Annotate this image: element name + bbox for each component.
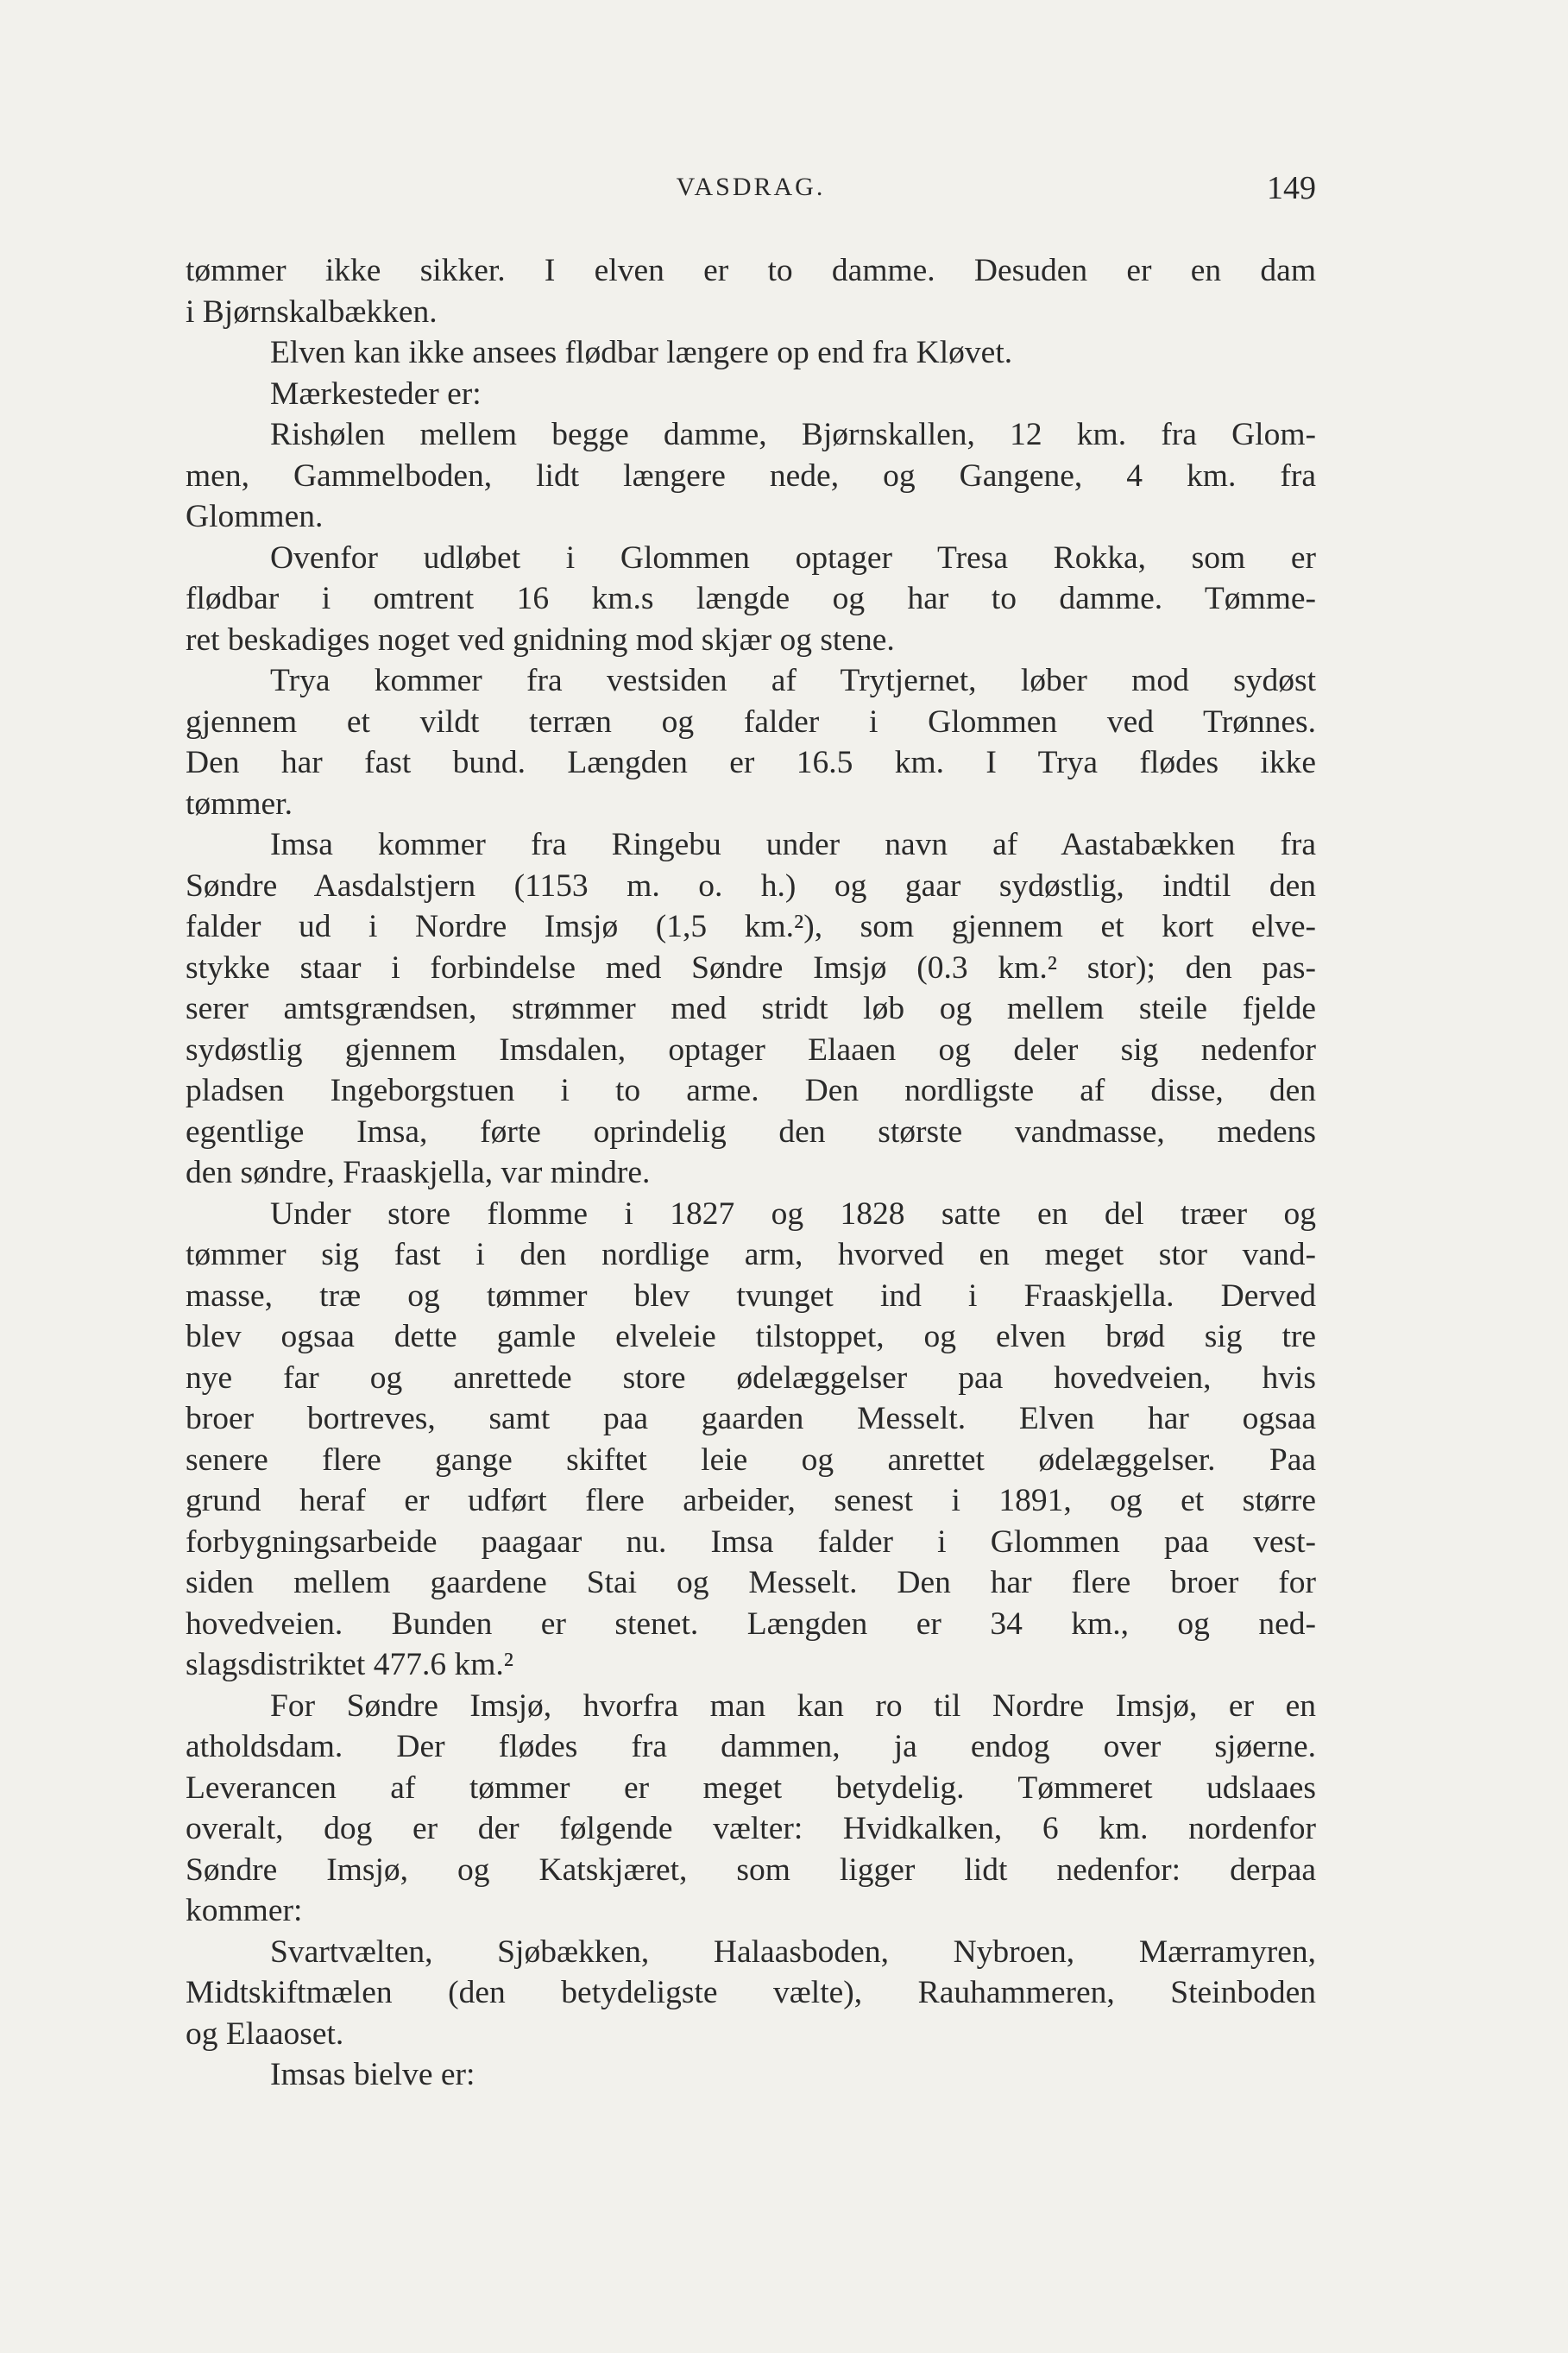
text-line: Imsas bielve er: bbox=[270, 2057, 475, 2092]
text-line: tømmer ikke sikker. I elven er to damme. Desuden er en dam bbox=[186, 253, 1316, 288]
text-line: siden mellem gaardene Stai og Messelt. Den har flere broer for bbox=[186, 1565, 1316, 1600]
text-line: atholdsdam. Der flødes fra dammen, ja endog over sjøerne. bbox=[186, 1729, 1316, 1764]
text-line: Trya kommer fra vestsiden af Trytjernet, løber mod sydøst bbox=[270, 663, 1316, 698]
text-line: falder ud i Nordre Imsjø (1,5 km.²), som gjennem et kort elve- bbox=[186, 909, 1316, 944]
text-line: pladsen Ingeborgstuen i to arme. Den nordligste af disse, den bbox=[186, 1073, 1316, 1108]
text-line: Leverancen af tømmer er meget betydelig. Tømmeret udslaaes bbox=[186, 1769, 1316, 1806]
text-line: Mærkesteder er: bbox=[270, 375, 482, 412]
text-line: slagsdistriktet 477.6 km.² bbox=[186, 1647, 513, 1682]
text-line: Svartvælten, Sjøbækken, Halaasboden, Nybroen, Mærramyren, bbox=[270, 1933, 1316, 1970]
text-line: Glommen. bbox=[186, 499, 324, 534]
text-line: broer bortreves, samt paa gaarden Messelt. Elven har ogsaa bbox=[186, 1401, 1316, 1436]
text-line: ret beskadiges noget ved gnidning mod skjær og stene. bbox=[186, 621, 895, 658]
text-line: grund heraf er udført flere arbeider, senest i 1891, og et større bbox=[186, 1483, 1316, 1518]
text-line: stykke staar i forbindelse med Søndre Imsjø (0.3 km.² stor); den pas- bbox=[186, 949, 1316, 986]
text-line: For Søndre Imsjø, hvorfra man kan ro til Nordre Imsjø, er en bbox=[270, 1687, 1316, 1724]
text-line: og Elaaoset. bbox=[186, 2016, 344, 2052]
text-line: Den har fast bund. Længden er 16.5 km. I Trya flødes ikke bbox=[186, 745, 1316, 780]
text-line: Ovenfor udløbet i Glommen optager Tresa Rokka, som er bbox=[270, 539, 1316, 576]
text-line: i Bjørnskalbækken. bbox=[186, 293, 438, 330]
text-line: flødbar i omtrent 16 km.s længde og har to damme. Tømme- bbox=[186, 581, 1316, 616]
running-head bbox=[186, 170, 1316, 216]
page-number: 149 bbox=[1267, 170, 1316, 206]
text-line: overalt, dog er der følgende vælter: Hvidkalken, 6 km. nordenfor bbox=[186, 1811, 1316, 1846]
text-line: hovedveien. Bunden er stenet. Længden er 34 km., og ned- bbox=[186, 1605, 1316, 1642]
text-line: senere flere gange skiftet leie og anrettet ødelæggelser. Paa bbox=[186, 1441, 1316, 1478]
text-line: men, Gammelboden, lidt længere nede, og Gangene, 4 km. fra bbox=[186, 457, 1316, 494]
text-line: gjennem et vildt terræn og falder i Glommen ved Trønnes. bbox=[186, 703, 1316, 740]
text-line: den søndre, Fraaskjella, var mindre. bbox=[186, 1155, 651, 1190]
text-line: serer amtsgrændsen, strømmer med stridt løb og mellem steile fjelde bbox=[186, 991, 1316, 1026]
text-line: kommer: bbox=[186, 1893, 303, 1928]
text-line: masse, træ og tømmer blev tvunget ind i Fraaskjella. Derved bbox=[186, 1277, 1316, 1314]
text-line: Søndre Imsjø, og Katskjæret, som ligger lidt nedenfor: derpaa bbox=[186, 1851, 1316, 1888]
text-line: Rishølen mellem begge damme, Bjørnskallen, 12 km. fra Glom- bbox=[270, 417, 1316, 452]
text-line: blev ogsaa dette gamle elveleie tilstoppet, og elven brød sig tre bbox=[186, 1319, 1316, 1354]
text-line: forbygningsarbeide paagaar nu. Imsa falder i Glommen paa vest- bbox=[186, 1523, 1316, 1560]
running-title: VASDRAG. bbox=[676, 173, 826, 201]
body-text bbox=[186, 250, 1316, 2096]
text-line: sydøstlig gjennem Imsdalen, optager Elaaen og deler sig nedenfor bbox=[186, 1031, 1316, 1068]
text-line: egentlige Imsa, førte oprindelig den største vandmasse, medens bbox=[186, 1113, 1316, 1150]
text-line: Under store flomme i 1827 og 1828 satte en del træer og bbox=[270, 1195, 1316, 1232]
text-line: Imsa kommer fra Ringebu under navn af Aastabækken fra bbox=[270, 827, 1316, 862]
text-line: tømmer. bbox=[186, 785, 293, 822]
text-line: nye far og anrettede store ødelæggelser paa hovedveien, hvis bbox=[186, 1359, 1316, 1396]
text-line: Søndre Aasdalstjern (1153 m. o. h.) og gaar sydøstlig, indtil den bbox=[186, 867, 1316, 904]
text-line: Midtskiftmælen (den betydeligste vælte), Rauhammeren, Steinboden bbox=[186, 1975, 1316, 2010]
text-line: tømmer sig fast i den nordlige arm, hvorved en meget stor vand- bbox=[186, 1237, 1316, 1272]
text-line: Elven kan ikke ansees flødbar længere op end fra Kløvet. bbox=[270, 335, 1013, 370]
